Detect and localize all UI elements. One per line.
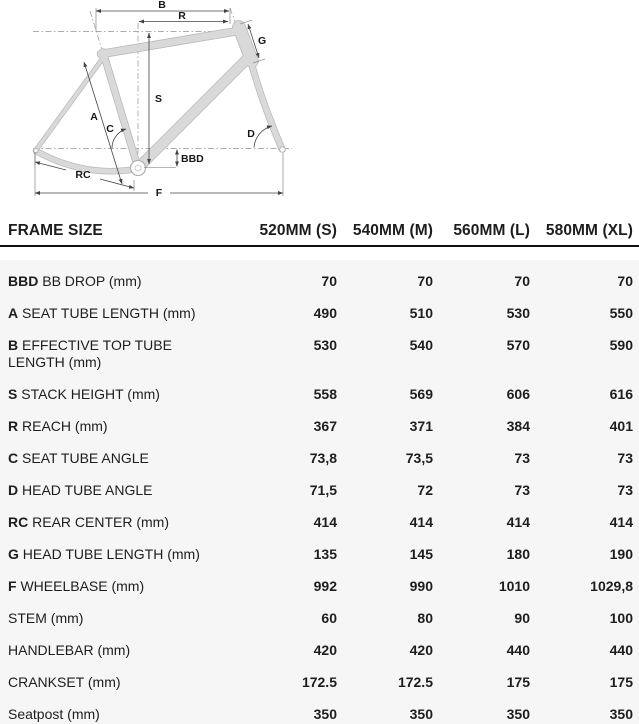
row-value: 90	[514, 610, 530, 626]
row-value: 73	[514, 450, 530, 466]
row-value: 190	[609, 546, 633, 562]
row-value: 440	[609, 642, 633, 658]
table-body	[0, 260, 639, 724]
row-label	[8, 610, 240, 627]
row-label-text: Seatpost (mm)	[8, 706, 100, 722]
top-tube-shape	[101, 31, 238, 54]
row-value: 71,5	[309, 482, 337, 498]
row-value: 371	[409, 418, 433, 434]
row-value: 73	[617, 482, 633, 498]
row-value: 414	[313, 514, 337, 530]
row-label	[8, 482, 240, 499]
row-label	[8, 674, 240, 691]
row-value: 1029,8	[590, 578, 633, 594]
row-label	[8, 418, 240, 435]
row-prefix: G	[8, 546, 19, 562]
row-label-text: REACH (mm)	[22, 418, 108, 434]
front-dropout-circle	[280, 147, 286, 153]
table-header	[0, 207, 639, 247]
row-prefix: B	[8, 337, 19, 353]
row-value: 175	[506, 674, 530, 690]
table-row	[0, 667, 639, 699]
row-value: 420	[409, 642, 433, 658]
row-value: 550	[609, 305, 633, 321]
dim-label-bbd: BBD	[181, 153, 204, 165]
row-label-text: SEAT TUBE ANGLE	[22, 450, 149, 466]
row-label-text: REAR CENTER (mm)	[32, 514, 170, 530]
row-value: 530	[506, 305, 530, 321]
row-value: 350	[609, 706, 633, 722]
row-label-text: STEM (mm)	[8, 610, 84, 626]
table-row	[0, 475, 639, 507]
row-label-text: WHEELBASE (mm)	[20, 578, 145, 594]
bottom-bracket-inner-circle	[135, 165, 141, 171]
row-label-text: SEAT TUBE LENGTH (mm)	[22, 305, 196, 321]
row-value: 1010	[498, 578, 530, 594]
row-value: 73,5	[405, 450, 433, 466]
row-value: 175	[609, 674, 633, 690]
table-row	[0, 266, 639, 298]
row-value: 420	[313, 642, 337, 658]
row-value: 172.5	[397, 674, 433, 690]
row-prefix: C	[8, 450, 19, 466]
row-value: 180	[506, 546, 530, 562]
row-value: 350	[506, 706, 530, 722]
row-value: 367	[313, 418, 337, 434]
rear-dropout-circle	[34, 148, 38, 152]
fork-shape	[251, 62, 282, 149]
dim-label-a: A	[90, 111, 98, 123]
row-value: 60	[321, 610, 337, 626]
row-prefix: BBD	[8, 273, 39, 289]
row-label	[8, 514, 240, 531]
row-value: 990	[409, 578, 433, 594]
row-label	[8, 642, 240, 659]
dim-label-r: R	[178, 10, 186, 22]
row-value: 414	[609, 514, 633, 530]
head-tube-shape	[239, 27, 252, 61]
row-prefix: R	[8, 418, 19, 434]
row-value: 606	[506, 386, 530, 402]
row-value: 530	[313, 337, 337, 353]
table-row	[0, 507, 639, 539]
row-value: 440	[506, 642, 530, 658]
table-row	[0, 443, 639, 475]
row-label-text: EFFECTIVE TOP TUBE LENGTH (mm)	[8, 337, 172, 370]
row-label	[8, 337, 240, 371]
row-label	[8, 450, 240, 467]
row-prefix: D	[8, 482, 19, 498]
row-value: 992	[313, 578, 337, 594]
row-value: 414	[409, 514, 433, 530]
seat-tube-shape	[103, 52, 138, 168]
column-header: 540MM (M)	[352, 222, 433, 239]
row-prefix: RC	[8, 514, 29, 530]
row-label	[8, 273, 240, 290]
row-value: 70	[417, 273, 433, 289]
row-value: 558	[313, 386, 337, 402]
row-value: 135	[313, 546, 337, 562]
table-row	[0, 298, 639, 330]
row-value: 70	[617, 273, 633, 289]
row-prefix: F	[8, 578, 17, 594]
row-value: 73,8	[309, 450, 337, 466]
row-label	[8, 706, 240, 723]
row-label-text: HEAD TUBE ANGLE	[22, 482, 153, 498]
row-value: 73	[617, 450, 633, 466]
row-label	[8, 546, 240, 563]
row-label-text: BB DROP (mm)	[42, 273, 142, 289]
table-row	[0, 571, 639, 603]
dim-label-f: F	[155, 187, 163, 199]
dim-label-d: D	[247, 128, 255, 140]
row-value: 590	[609, 337, 633, 353]
column-header: 560MM (L)	[453, 222, 530, 239]
row-value: 616	[609, 386, 633, 402]
row-value: 70	[514, 273, 530, 289]
row-value: 401	[609, 418, 633, 434]
row-value: 350	[409, 706, 433, 722]
frame-size-table	[0, 207, 639, 724]
row-value: 350	[313, 706, 337, 722]
bike-frame-illustration	[0, 0, 320, 207]
row-value: 570	[506, 337, 530, 353]
dim-label-s: S	[155, 93, 163, 105]
row-value: 384	[506, 418, 530, 434]
angle-arc-d	[254, 126, 272, 148]
row-label	[8, 305, 240, 322]
row-value: 414	[506, 514, 530, 530]
row-prefix: S	[8, 386, 18, 402]
table-header-title: FRAME SIZE	[8, 222, 103, 239]
row-label-text: STACK HEIGHT (mm)	[21, 386, 160, 402]
row-value: 73	[514, 482, 530, 498]
table-row	[0, 635, 639, 667]
row-label	[8, 578, 240, 595]
row-value: 172.5	[301, 674, 337, 690]
down-tube-shape	[139, 60, 246, 167]
dim-label-c: C	[106, 123, 114, 135]
frame-geometry-diagram	[0, 0, 639, 207]
dim-label-g: G	[258, 35, 267, 47]
column-header: 520MM (S)	[259, 222, 337, 239]
row-value: 72	[417, 482, 433, 498]
table-row	[0, 411, 639, 443]
row-value: 70	[321, 273, 337, 289]
row-label-text: CRANKSET (mm)	[8, 674, 121, 690]
row-prefix: A	[8, 305, 19, 321]
row-value: 569	[409, 386, 433, 402]
row-label	[8, 386, 240, 403]
seat-stay-shape	[36, 58, 103, 150]
row-value: 145	[409, 546, 433, 562]
table-row	[0, 603, 639, 635]
row-value: 490	[313, 305, 337, 321]
row-value: 540	[409, 337, 433, 353]
table-row	[0, 699, 639, 724]
table-row	[0, 379, 639, 411]
row-value: 80	[417, 610, 433, 626]
dim-line-a	[84, 62, 122, 184]
dim-line-rc-right	[100, 179, 134, 188]
dim-label-rc: RC	[75, 169, 91, 181]
row-label-text: HEAD TUBE LENGTH (mm)	[22, 546, 200, 562]
table-row	[0, 539, 639, 571]
table-row	[0, 330, 639, 379]
row-value: 510	[409, 305, 433, 321]
row-value: 100	[609, 610, 633, 626]
row-label-text: HANDLEBAR (mm)	[8, 642, 131, 658]
dim-label-b: B	[158, 0, 166, 11]
column-header: 580MM (XL)	[545, 222, 633, 239]
